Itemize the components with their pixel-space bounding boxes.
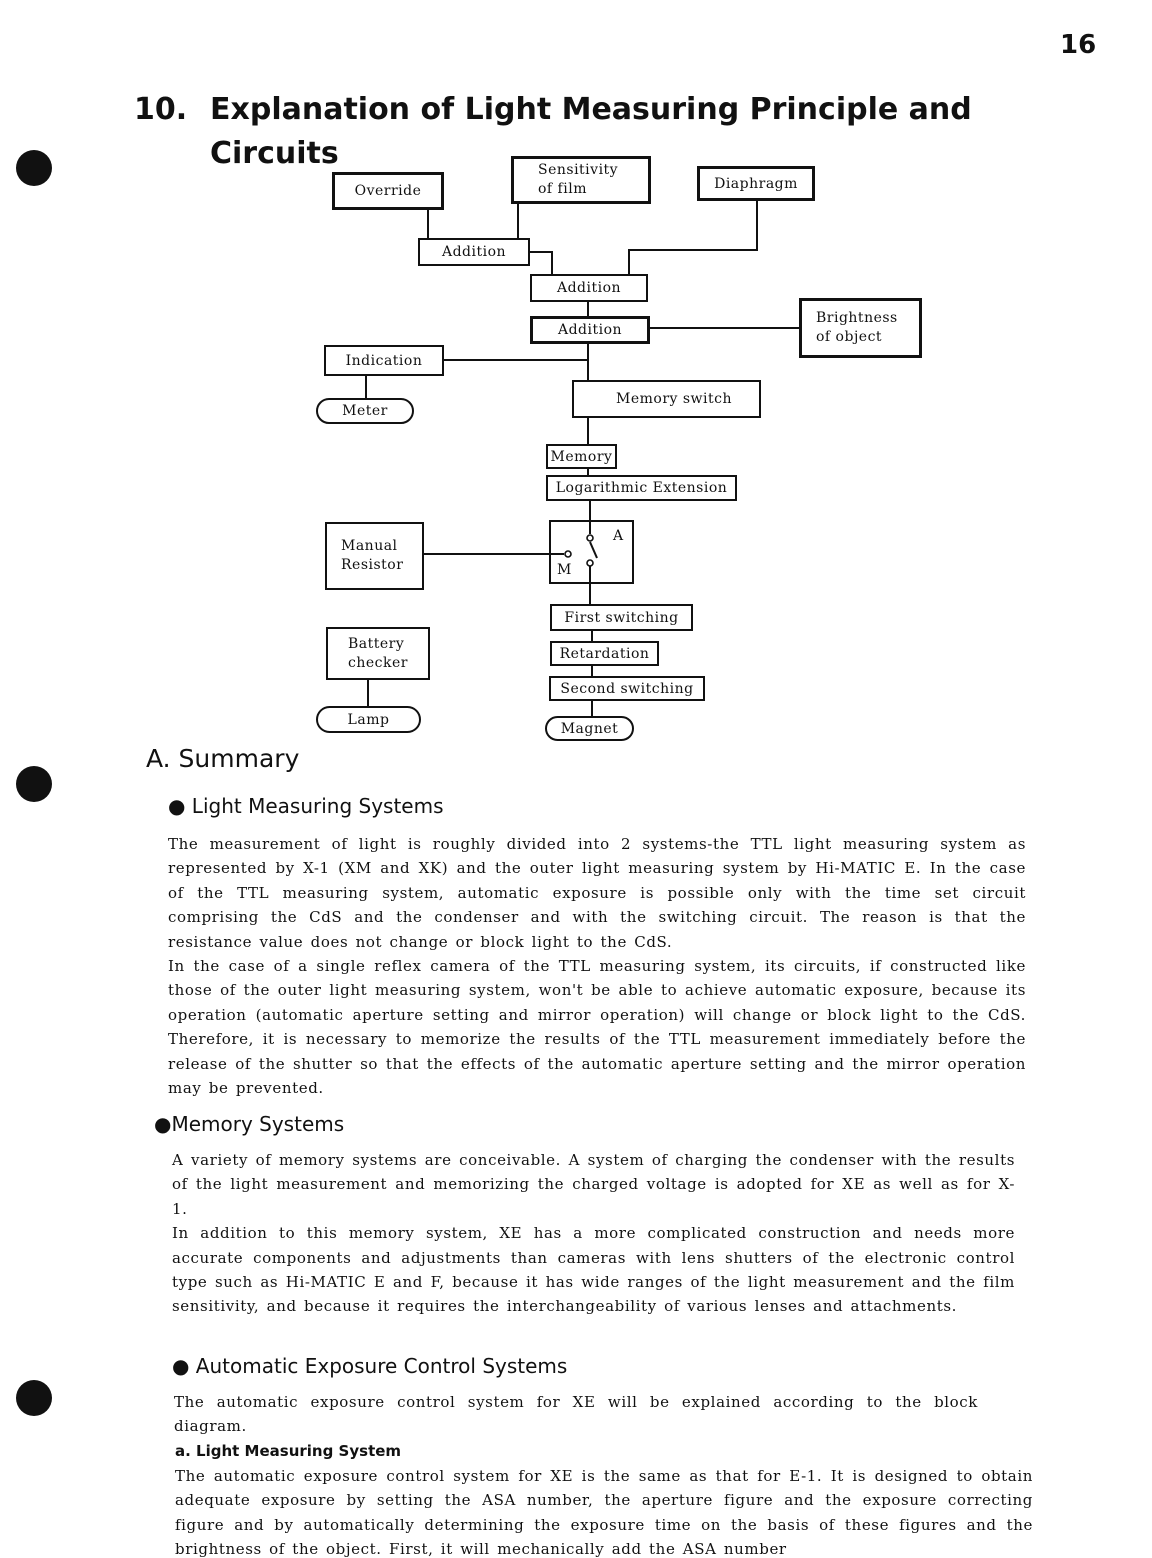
- page-number: 16: [1060, 30, 1097, 60]
- second-switching-box: Second switching: [549, 676, 705, 701]
- addition-box-1: Addition: [418, 238, 530, 266]
- auto-exposure-heading: ● Automatic Exposure Control Systems: [172, 1354, 568, 1378]
- memory-systems-paragraph-1: A variety of memory systems are conceivable. A system of charging the condenser with the results of the light measurement and memorizing the charged voltage is adopted for XE as well as for X-1.: [172, 1151, 1015, 1218]
- sensitivity-of-film-box: Sensitivity of film: [511, 156, 651, 204]
- light-measuring-paragraph-1: The measurement of light is roughly divided into 2 systems-the TTL light measuring system as represented by X-1 (XM and XK) and the outer light measuring system by Hi-MATIC E. In the case of the TTL measuring system, automatic exposure is possible only with the time set circuit comprising the CdS and the condenser and with the switching circuit. The reason is that the resistance value does not change or block light to the CdS.: [168, 835, 1026, 951]
- battery-checker-box: Battery checker: [326, 627, 430, 680]
- auto-exposure-text-2: [175, 1464, 1033, 1558]
- light-measuring-heading: ● Light Measuring Systems: [168, 794, 444, 818]
- retardation-box: Retardation: [550, 641, 659, 666]
- first-switching-box: First switching: [550, 604, 693, 631]
- addition-box-3: Addition: [530, 316, 650, 344]
- binder-hole-middle: [16, 766, 52, 802]
- auto-exposure-paragraph-1: The automatic exposure control system for XE will be explained according to the block diagram.: [174, 1393, 978, 1436]
- memory-switch-box: [572, 380, 761, 418]
- section-number: 10.: [134, 92, 188, 127]
- memory-systems-text: [172, 1148, 1015, 1319]
- diaphragm-box: Diaphragm: [697, 166, 815, 201]
- memory-systems-heading: ●Memory Systems: [154, 1112, 345, 1136]
- logarithmic-extension-box: Logarithmic Extension: [546, 475, 737, 501]
- indication-box: Indication: [324, 345, 444, 376]
- override-box: Override: [332, 172, 444, 210]
- summary-heading: A. Summary: [146, 744, 300, 773]
- title-line-1: Explanation of Light Measuring Principle and: [210, 92, 972, 127]
- auto-exposure-paragraph-2: The automatic exposure control system for XE is the same as that for E-1. It is designed to obtain adequate exposure by setting the ASA number, the aperture figure and the exposure correcting figure and by automatically determining the exposure time on the basis of these figures and the brightness of the object. First, it will mechanically add the ASA number: [175, 1467, 1033, 1558]
- light-measuring-paragraph-2: In the case of a single reflex camera of the TTL measuring system, its circuits, if constructed like those of the outer light measuring system, won't be able to achieve automatic exposure, because its operation (automatic aperture setting and mirror operation) will change or block light to the CdS. Therefore, it is necessary to memorize the results of the TTL measurement immediately before the release of the shutter so that the effects of the automatic aperture setting and the mirror operation may be prevented.: [168, 957, 1026, 1098]
- brightness-of-object-box: Brightness of object: [799, 298, 922, 358]
- switch-label-m: M: [557, 562, 572, 578]
- meter-box: Meter: [316, 398, 414, 424]
- light-measuring-system-subheading: a. Light Measuring System: [175, 1442, 402, 1460]
- auto-manual-switch-box: [549, 520, 634, 584]
- title-line-2: Circuits: [210, 136, 339, 171]
- switch-label-a: A: [613, 528, 624, 544]
- auto-exposure-text-1: [174, 1390, 978, 1439]
- light-measuring-text: [168, 832, 1026, 1100]
- memory-switch-label: Memory switch: [616, 391, 733, 407]
- binder-hole-bottom: [16, 1380, 52, 1416]
- magnet-box: Magnet: [545, 716, 634, 741]
- lamp-box: Lamp: [316, 706, 421, 733]
- addition-box-2: Addition: [530, 274, 648, 302]
- manual-resistor-box: Manual Resistor: [325, 522, 424, 590]
- memory-systems-paragraph-2: In addition to this memory system, XE has a more complicated construction and needs more accurate components and adjustments than cameras with lens shutters of the electronic control type such as Hi-MATIC E and F, because it has wide ranges of the light measurement and the film sensitivity, and because it requires the interchangeability of various lenses and attachments.: [172, 1224, 1015, 1316]
- memory-box: Memory: [546, 444, 617, 469]
